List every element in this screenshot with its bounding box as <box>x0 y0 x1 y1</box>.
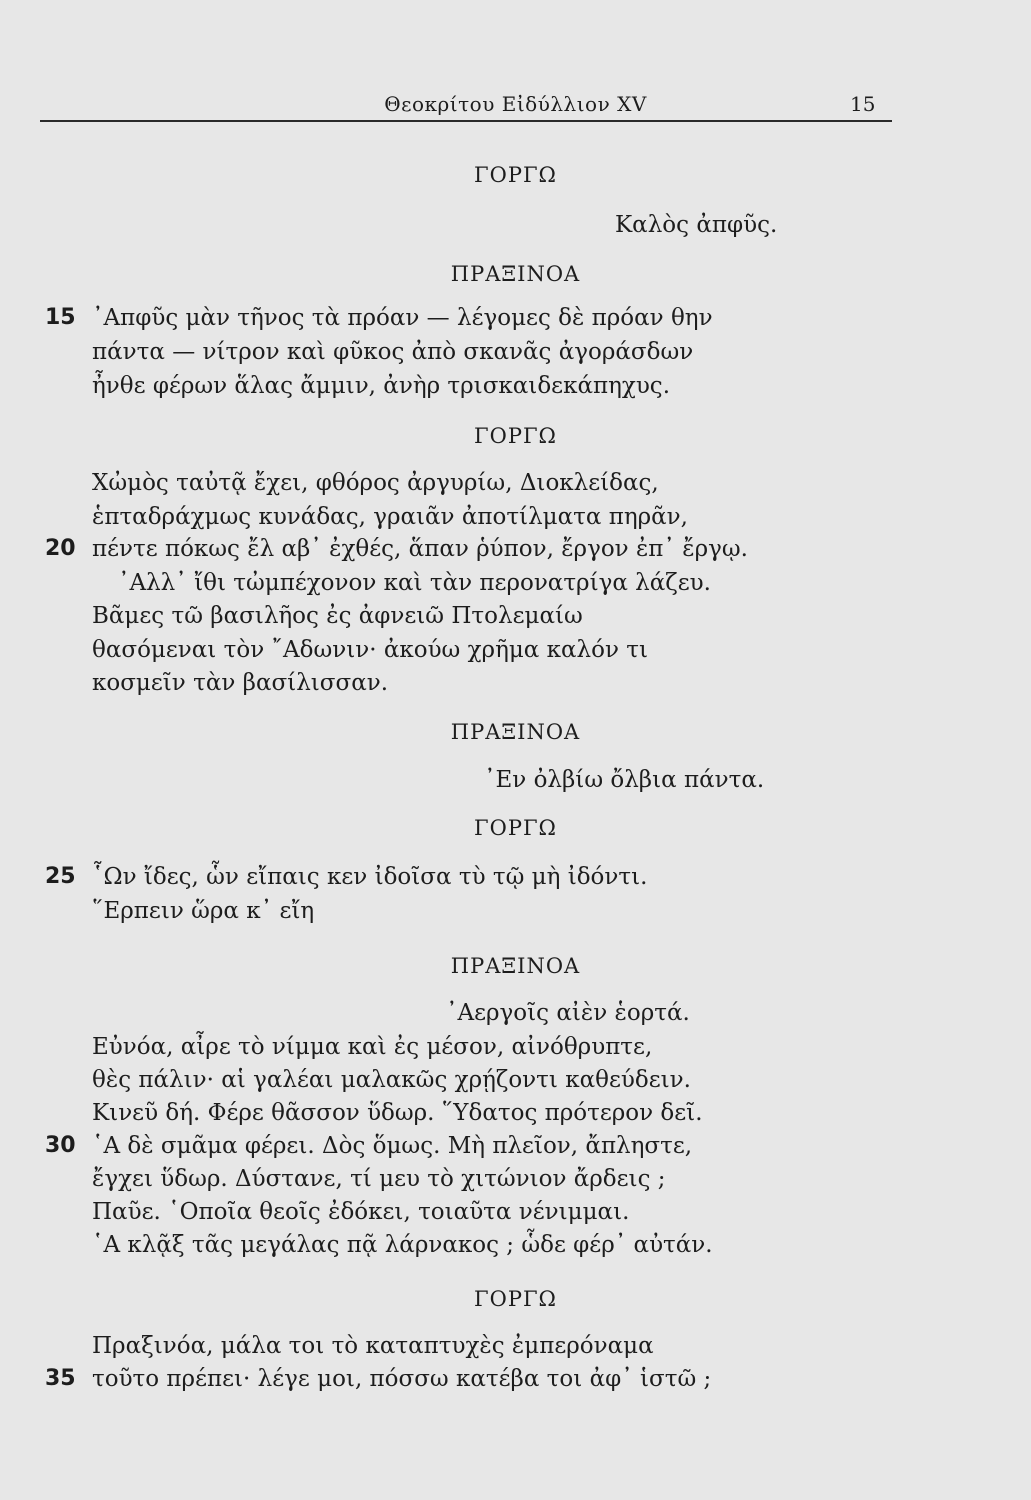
verse-line: ᾿Απφῦς μὰν τῆνος τὰ πρόαν — λέγομες δὲ πρόαν θην <box>92 305 713 331</box>
verse-line: ᾿Αεργοῖς αἰὲν ἑορτά. <box>446 1000 690 1026</box>
verse-line: Παῦε. ῾Οποῖα θεοῖς ἐδόκει, τοιαῦτα νένιμμαι. <box>92 1199 630 1225</box>
verse-line: ῞Ερπειν ὥρα κ᾿ εἴη <box>92 898 315 924</box>
verse-line: ᾿Αλλ᾿ ἴθι τὠμπέχονον καὶ τὰν περονατρίγα λάζευ. <box>118 570 711 596</box>
verse-line: Βᾶμες τῶ βασιλῆος ἐς ἀφνειῶ Πτολεμαίω <box>92 603 583 629</box>
line-number: 20 <box>45 536 76 561</box>
verse-line: τοῦτο πρέπει· λέγε μοι, πόσσω κατέβα τοι ἀφ᾿ ἱστῶ ; <box>92 1366 712 1392</box>
speaker-heading: ΠΡΑΞΙΝΟΑ <box>450 720 581 744</box>
line-number: 30 <box>45 1133 76 1158</box>
line-number: 35 <box>45 1366 76 1391</box>
speaker-heading: ΓΟΡΓΩ <box>474 1287 557 1311</box>
verse-line: πέντε πόκως ἔλ αβ᾿ ἐχθές, ἅπαν ῥύπον, ἔργον ἐπ᾿ ἔργῳ. <box>92 536 748 562</box>
speaker-heading: ΓΟΡΓΩ <box>474 163 557 187</box>
verse-line: Εὐνόα, αἶρε τὸ νίμμα καὶ ἐς μέσον, αἰνόθρυπτε, <box>92 1034 653 1060</box>
verse-line: ἦνθε φέρων ἅλας ἄμμιν, ἀνὴρ τρισκαιδεκάπηχυς. <box>92 373 670 399</box>
speaker-heading: ΠΡΑΞΙΝΟΑ <box>450 954 581 978</box>
verse-line: Κινεῦ δή. Φέρε θᾶσσον ὕδωρ. ῞Υδατος πρότερον δεῖ. <box>92 1100 703 1126</box>
speaker-heading: ΠΡΑΞΙΝΟΑ <box>450 262 581 286</box>
verse-line: ἔγχει ὕδωρ. Δύστανε, τί μευ τὸ χιτώνιον ἄρδεις ; <box>92 1166 666 1192</box>
verse-line: θασόμεναι τὸν ῎Αδωνιν· ἀκούω χρῆμα καλόν τι <box>92 637 649 663</box>
header-rule <box>40 120 892 122</box>
speaker-heading: ΓΟΡΓΩ <box>474 816 557 840</box>
verse-line: ῟Ων ἴδες, ὧν εἴπαις κεν ἰδοῖσα τὺ τῷ μὴ ἰδόντι. <box>92 864 648 890</box>
line-number: 15 <box>45 305 76 330</box>
verse-line: θὲς πάλιν· αἱ γαλέαι μαλακῶς χρῄζοντι καθεύδειν. <box>92 1067 691 1093</box>
verse-line: ῾Α κλᾷξ τᾶς μεγάλας πᾷ λάρνακος ; ὧδε φέρ᾿ αὐτάν. <box>92 1232 713 1258</box>
verse-line: κοσμεῖν τὰν βασίλισσαν. <box>92 670 389 696</box>
running-header-title: Θεοκρίτου Εἰδύλλιον XV <box>384 92 647 116</box>
verse-line: ῾Α δὲ σμᾶμα φέρει. Δὸς ὅμως. Μὴ πλεῖον, ἄπληστε, <box>92 1133 693 1159</box>
verse-line: ᾿Εν ὀλβίω ὄλβια πάντα. <box>484 767 765 793</box>
verse-line: Καλὸς ἀπφῦς. <box>615 212 778 238</box>
line-number: 25 <box>45 864 76 889</box>
verse-line: πάντα — νίτρον καὶ φῦκος ἀπὸ σκανᾶς ἀγοράσδων <box>92 339 694 365</box>
page-number: 15 <box>850 92 876 116</box>
verse-line: ἑπταδράχμως κυνάδας, γραιᾶν ἀποτίλματα πηρᾶν, <box>92 504 688 530</box>
verse-line: Πραξινόα, μάλα τοι τὸ καταπτυχὲς ἐμπερόναμα <box>92 1333 654 1359</box>
speaker-heading: ΓΟΡΓΩ <box>474 424 557 448</box>
verse-line: Χὠμὸς ταὐτᾷ ἔχει, φθόρος ἀργυρίω, Διοκλείδας, <box>92 470 659 496</box>
